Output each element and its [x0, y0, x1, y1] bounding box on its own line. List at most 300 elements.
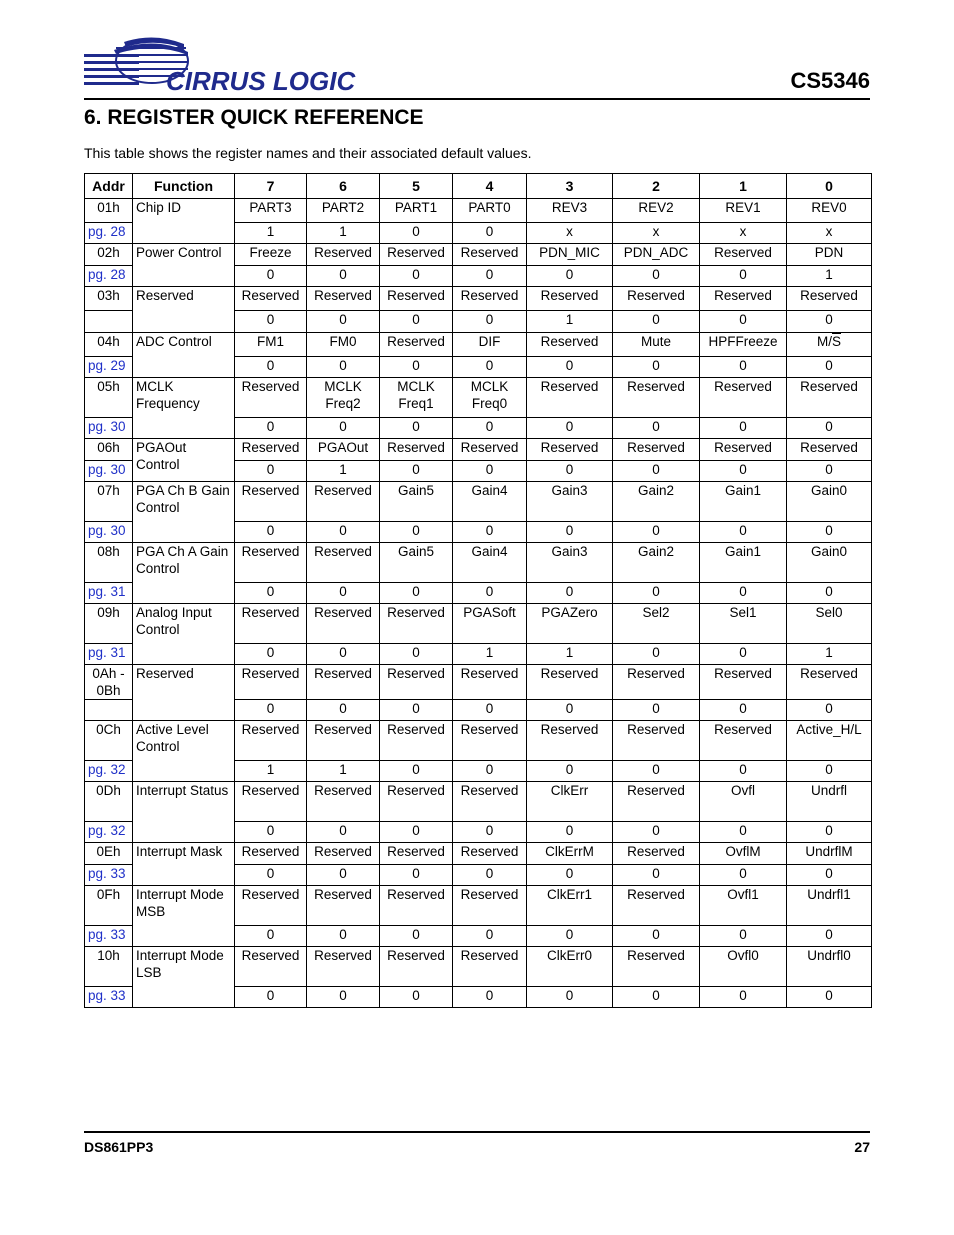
register-address: 01h: [85, 199, 133, 223]
default-value: 0: [380, 700, 453, 721]
bit-name: PDN_MIC: [527, 244, 613, 266]
default-value: 0: [453, 865, 527, 886]
bit-name: Gain4: [453, 543, 527, 583]
register-table: [84, 173, 872, 1008]
page-reference-link[interactable]: pg. 30: [85, 522, 133, 543]
page-reference-link[interactable]: pg. 33: [85, 865, 133, 886]
bit-name: Gain1: [700, 482, 787, 522]
bit-name: PGASoft: [453, 604, 527, 644]
bit-name: REV2: [613, 199, 700, 223]
default-value: 0: [527, 266, 613, 287]
bit-name: Reserved: [453, 843, 527, 865]
default-value: 0: [700, 700, 787, 721]
default-value: 0: [527, 926, 613, 947]
default-value: 0: [380, 522, 453, 543]
register-address: 05h: [85, 378, 133, 418]
default-value: 0: [453, 266, 527, 287]
bit-name: Reserved: [235, 439, 307, 461]
default-value: 0: [235, 311, 307, 333]
default-value: 0: [527, 987, 613, 1008]
column-header: Addr: [85, 174, 133, 199]
register-function: MCLK Frequency: [133, 378, 235, 439]
bit-name: Reserved: [380, 287, 453, 311]
bit-name: Reserved: [380, 886, 453, 926]
bit-name: Reserved: [380, 439, 453, 461]
bit-name: OvflM: [700, 843, 787, 865]
bit-name: Sel0: [787, 604, 872, 644]
default-value: 0: [527, 700, 613, 721]
default-value: 0: [235, 522, 307, 543]
bit-name: Mute: [613, 333, 700, 357]
bit-name: Reserved: [235, 947, 307, 987]
bit-name: Reserved: [700, 439, 787, 461]
table-header-row: [85, 174, 872, 199]
default-value: 0: [307, 266, 380, 287]
default-value: 0: [453, 461, 527, 482]
bit-name: Reserved: [613, 665, 700, 700]
bit-name: Reserved: [527, 439, 613, 461]
bit-name: MCLK Freq2: [307, 378, 380, 418]
default-value: 0: [700, 522, 787, 543]
default-value: 0: [787, 461, 872, 482]
bit-name: Reserved: [787, 439, 872, 461]
bit-name: ClkErrM: [527, 843, 613, 865]
default-value: 0: [613, 583, 700, 604]
document-id: DS861PP3: [84, 1139, 154, 1155]
page-number: 27: [854, 1139, 870, 1155]
bit-name: Reserved: [613, 721, 700, 761]
bit-name: Reserved: [453, 665, 527, 700]
default-value: 0: [613, 461, 700, 482]
bit-name: Reserved: [453, 244, 527, 266]
default-value: 0: [613, 761, 700, 782]
bit-name: MCLK Freq1: [380, 378, 453, 418]
default-value: 0: [700, 761, 787, 782]
page-reference-link[interactable]: pg. 33: [85, 926, 133, 947]
table-row: [85, 333, 872, 357]
default-value: 0: [700, 311, 787, 333]
bit-name: Reserved: [700, 721, 787, 761]
default-value: 1: [527, 644, 613, 665]
default-value: x: [527, 223, 613, 244]
bit-name: Reserved: [527, 378, 613, 418]
default-value: 0: [700, 418, 787, 439]
bit-name: Reserved: [307, 287, 380, 311]
default-value: 0: [700, 987, 787, 1008]
default-value: 0: [453, 926, 527, 947]
register-address: 04h: [85, 333, 133, 357]
register-address: 0Ch: [85, 721, 133, 761]
default-value: 0: [380, 583, 453, 604]
register-address: 09h: [85, 604, 133, 644]
page-reference-link: [85, 311, 133, 333]
table-row: [85, 886, 872, 926]
default-value: x: [700, 223, 787, 244]
default-value: 1: [307, 461, 380, 482]
bit-name: Reserved: [380, 244, 453, 266]
default-value: 0: [307, 822, 380, 843]
bit-name: Reserved: [700, 378, 787, 418]
default-value: 0: [380, 311, 453, 333]
bit-name: PDN_ADC: [613, 244, 700, 266]
part-number: CS5346: [790, 68, 870, 93]
default-value: 0: [527, 761, 613, 782]
bit-name: PDN: [787, 244, 872, 266]
default-value: 0: [453, 418, 527, 439]
table-row: [85, 543, 872, 583]
register-function: PGA Ch B Gain Control: [133, 482, 235, 543]
bit-name: Gain3: [527, 543, 613, 583]
bit-name: MCLK Freq0: [453, 378, 527, 418]
bit-name: Reserved: [613, 843, 700, 865]
default-value: 0: [787, 311, 872, 333]
bit-name: Reserved: [307, 482, 380, 522]
default-value: 0: [613, 522, 700, 543]
default-value: 0: [787, 926, 872, 947]
bit-name: Ovfl: [700, 782, 787, 822]
default-value: 0: [453, 522, 527, 543]
default-value: 0: [307, 418, 380, 439]
bit-name: REV1: [700, 199, 787, 223]
bit-name: Reserved: [235, 721, 307, 761]
bit-name: Reserved: [700, 287, 787, 311]
bit-name: Reserved: [235, 378, 307, 418]
register-function: Reserved: [133, 287, 235, 333]
register-address: 07h: [85, 482, 133, 522]
register-function: Interrupt Mode LSB: [133, 947, 235, 1008]
default-value: 0: [700, 865, 787, 886]
default-value: 0: [235, 987, 307, 1008]
default-value: 0: [453, 583, 527, 604]
default-value: 0: [235, 865, 307, 886]
bit-name: REV0: [787, 199, 872, 223]
default-value: 0: [787, 987, 872, 1008]
default-value: 0: [380, 644, 453, 665]
bit-name: Reserved: [235, 543, 307, 583]
table-row: [85, 604, 872, 644]
default-value: 0: [307, 522, 380, 543]
register-address: 10h: [85, 947, 133, 987]
bit-name: Reserved: [453, 886, 527, 926]
bit-name: REV3: [527, 199, 613, 223]
default-value: 1: [307, 223, 380, 244]
bit-name: Reserved: [307, 721, 380, 761]
bit-name: Reserved: [307, 782, 380, 822]
default-value: 0: [700, 461, 787, 482]
default-value: 0: [527, 357, 613, 378]
table-row: [85, 721, 872, 761]
default-value: 1: [235, 761, 307, 782]
default-value: 0: [453, 223, 527, 244]
table-row: [85, 287, 872, 311]
page-reference-link[interactable]: pg. 32: [85, 822, 133, 843]
bit-name: Reserved: [380, 721, 453, 761]
bit-name: Reserved: [453, 439, 527, 461]
default-value: 0: [380, 461, 453, 482]
default-value: 0: [380, 822, 453, 843]
column-header: 2: [613, 174, 700, 199]
default-value: 1: [453, 644, 527, 665]
default-value: 0: [787, 761, 872, 782]
footer-rule: [84, 1131, 870, 1133]
default-value: 0: [307, 357, 380, 378]
table-row: [85, 378, 872, 418]
register-address: 06h: [85, 439, 133, 461]
bit-name: Reserved: [613, 378, 700, 418]
page-reference-link[interactable]: pg. 28: [85, 223, 133, 244]
default-value: 0: [700, 822, 787, 843]
register-function: Reserved: [133, 665, 235, 721]
default-value: 0: [307, 700, 380, 721]
table-row: [85, 482, 872, 522]
default-value: 0: [613, 700, 700, 721]
page-reference-link[interactable]: pg. 28: [85, 266, 133, 287]
bit-name: Gain0: [787, 482, 872, 522]
default-value: 0: [700, 926, 787, 947]
default-value: 0: [380, 223, 453, 244]
bit-name: Reserved: [380, 665, 453, 700]
default-value: 1: [787, 266, 872, 287]
page-reference-link[interactable]: pg. 31: [85, 583, 133, 604]
page-reference-link[interactable]: pg. 33: [85, 987, 133, 1008]
register-address: 02h: [85, 244, 133, 266]
bit-name: FM1: [235, 333, 307, 357]
default-value: 1: [527, 311, 613, 333]
bit-name: DIF: [453, 333, 527, 357]
header-rule: [84, 98, 870, 100]
table-row: [85, 439, 872, 461]
default-value: 0: [787, 822, 872, 843]
default-value: 0: [235, 357, 307, 378]
default-value: 0: [613, 865, 700, 886]
default-value: 0: [613, 418, 700, 439]
bit-name: Reserved: [307, 244, 380, 266]
default-value: 0: [613, 987, 700, 1008]
default-value: 0: [787, 418, 872, 439]
register-function: PGA Ch A Gain Control: [133, 543, 235, 604]
bit-name: Gain1: [700, 543, 787, 583]
register-function: Power Control: [133, 244, 235, 287]
bit-name: Reserved: [235, 843, 307, 865]
default-value: 0: [453, 357, 527, 378]
default-value: 0: [235, 583, 307, 604]
bit-name: Reserved: [453, 782, 527, 822]
bit-name: PART1: [380, 199, 453, 223]
bit-name: PART3: [235, 199, 307, 223]
default-value: 1: [307, 761, 380, 782]
bit-name: Gain2: [613, 543, 700, 583]
bit-name: Reserved: [307, 947, 380, 987]
bit-name: Reserved: [235, 665, 307, 700]
default-value: 0: [527, 418, 613, 439]
default-value: 0: [307, 865, 380, 886]
default-value: x: [613, 223, 700, 244]
page-reference-link[interactable]: pg. 31: [85, 644, 133, 665]
bit-name: Reserved: [613, 782, 700, 822]
default-value: 0: [527, 461, 613, 482]
page-reference-link[interactable]: pg. 30: [85, 461, 133, 482]
column-header: 7: [235, 174, 307, 199]
default-value: 0: [380, 357, 453, 378]
bit-name: Reserved: [527, 665, 613, 700]
default-value: 0: [307, 583, 380, 604]
column-header: 0: [787, 174, 872, 199]
column-header: Function: [133, 174, 235, 199]
register-function: Interrupt Mode MSB: [133, 886, 235, 947]
bit-name: FM0: [307, 333, 380, 357]
bit-name: Reserved: [787, 287, 872, 311]
default-value: 0: [527, 865, 613, 886]
default-value: 0: [613, 357, 700, 378]
bit-name: PART2: [307, 199, 380, 223]
section-title: 6. REGISTER QUICK REFERENCE: [84, 106, 424, 129]
column-header: 6: [307, 174, 380, 199]
register-address: 0Fh: [85, 886, 133, 926]
default-value: 0: [700, 583, 787, 604]
bit-name: ClkErr1: [527, 886, 613, 926]
bit-name: Reserved: [307, 543, 380, 583]
default-value: 0: [700, 644, 787, 665]
default-value: 1: [235, 223, 307, 244]
default-value: 0: [613, 644, 700, 665]
default-value: 0: [235, 644, 307, 665]
register-function: Chip ID: [133, 199, 235, 244]
bit-name: Reserved: [527, 287, 613, 311]
bit-name: Reserved: [453, 287, 527, 311]
bit-name: Sel1: [700, 604, 787, 644]
table-row: [85, 843, 872, 865]
bit-name: Reserved: [307, 604, 380, 644]
column-header: 5: [380, 174, 453, 199]
register-address: 08h: [85, 543, 133, 583]
bit-name: Reserved: [235, 886, 307, 926]
bit-name: Ovfl1: [700, 886, 787, 926]
default-value: 0: [453, 311, 527, 333]
bit-name: ClkErr: [527, 782, 613, 822]
default-value: 0: [380, 266, 453, 287]
default-value: 0: [787, 865, 872, 886]
page-reference-link: [85, 700, 133, 721]
logo-text: CIRRUS LOGIC: [166, 66, 356, 94]
default-value: 0: [527, 822, 613, 843]
default-value: x: [787, 223, 872, 244]
default-value: 0: [527, 522, 613, 543]
default-value: 0: [453, 822, 527, 843]
bit-name: Reserved: [613, 287, 700, 311]
bit-name: HPFFreeze: [700, 333, 787, 357]
default-value: 0: [613, 926, 700, 947]
register-function: Analog Input Control: [133, 604, 235, 665]
default-value: 0: [700, 266, 787, 287]
default-value: 0: [380, 761, 453, 782]
default-value: 0: [307, 926, 380, 947]
column-header: 4: [453, 174, 527, 199]
bit-name: PGAZero: [527, 604, 613, 644]
bit-name: Reserved: [307, 665, 380, 700]
page-reference-link[interactable]: pg. 30: [85, 418, 133, 439]
default-value: 0: [787, 357, 872, 378]
bit-name: Active_H/L: [787, 721, 872, 761]
register-function: PGAOut Control: [133, 439, 235, 482]
bit-name: PGAOut: [307, 439, 380, 461]
default-value: 0: [235, 418, 307, 439]
bit-name: Gain3: [527, 482, 613, 522]
register-function: Interrupt Mask: [133, 843, 235, 886]
bit-name: Reserved: [613, 439, 700, 461]
bit-name: Reserved: [307, 843, 380, 865]
default-value: 0: [235, 822, 307, 843]
default-value: 0: [453, 761, 527, 782]
column-header: 1: [700, 174, 787, 199]
bit-name: Undrfl0: [787, 947, 872, 987]
bit-name: Reserved: [380, 604, 453, 644]
bit-name: UndrflM: [787, 843, 872, 865]
bit-name: Reserved: [235, 287, 307, 311]
default-value: 0: [613, 822, 700, 843]
column-header: 3: [527, 174, 613, 199]
default-value: 0: [307, 311, 380, 333]
bit-name: PART0: [453, 199, 527, 223]
register-function: ADC Control: [133, 333, 235, 378]
bit-name: Reserved: [787, 378, 872, 418]
default-value: 0: [453, 700, 527, 721]
bit-name: Reserved: [307, 886, 380, 926]
register-function: Interrupt Status: [133, 782, 235, 843]
default-value: 0: [787, 522, 872, 543]
bit-name: $M/\overline{S}$: [787, 333, 872, 357]
default-value: 0: [235, 266, 307, 287]
bit-name: Reserved: [235, 782, 307, 822]
bit-name: Reserved: [613, 947, 700, 987]
section-intro: This table shows the register names and their associated default values.: [84, 145, 532, 161]
register-address: 0Eh: [85, 843, 133, 865]
default-value: 0: [380, 865, 453, 886]
bit-name: Ovfl0: [700, 947, 787, 987]
bit-name: Reserved: [380, 843, 453, 865]
default-value: 0: [613, 266, 700, 287]
default-value: 0: [380, 418, 453, 439]
default-value: 0: [453, 987, 527, 1008]
bit-name: Reserved: [380, 782, 453, 822]
default-value: 0: [787, 583, 872, 604]
table-row: [85, 665, 872, 700]
bit-name: Gain5: [380, 543, 453, 583]
table-row: [85, 244, 872, 266]
bit-name: Gain0: [787, 543, 872, 583]
bit-name: Reserved: [380, 333, 453, 357]
default-value: 0: [380, 987, 453, 1008]
default-value: 0: [527, 583, 613, 604]
bit-name: Gain2: [613, 482, 700, 522]
register-address: 03h: [85, 287, 133, 311]
default-value: 0: [380, 926, 453, 947]
bit-name: Reserved: [787, 665, 872, 700]
bit-name: Sel2: [613, 604, 700, 644]
bit-name: Reserved: [235, 482, 307, 522]
bit-name: Undrfl1: [787, 886, 872, 926]
register-address: 0Ah - 0Bh: [85, 665, 133, 700]
bit-name: Reserved: [235, 604, 307, 644]
bit-name: Reserved: [527, 333, 613, 357]
default-value: 0: [613, 311, 700, 333]
default-value: 0: [700, 357, 787, 378]
page-reference-link[interactable]: pg. 32: [85, 761, 133, 782]
bit-name: Undrfl: [787, 782, 872, 822]
page-reference-link[interactable]: pg. 29: [85, 357, 133, 378]
default-value: 0: [307, 644, 380, 665]
table-row: [85, 199, 872, 223]
bit-name: Reserved: [380, 947, 453, 987]
